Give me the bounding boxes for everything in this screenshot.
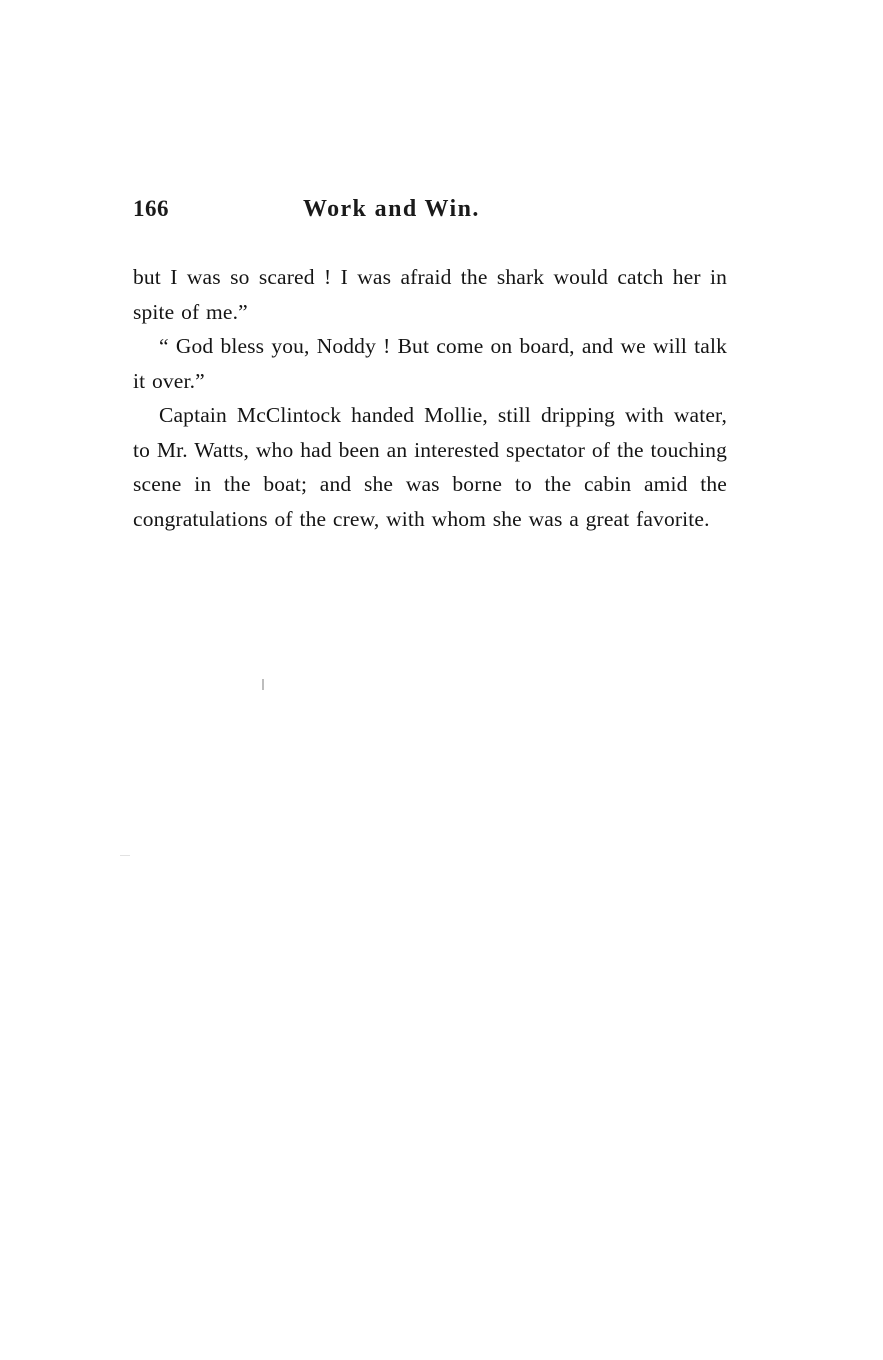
paragraph: Captain McClintock handed Mollie, still dripping with water, to Mr. Watts, who had been an interested spectator of the touching scene in the boat; and she was borne to the cabin amid the congratulations of the crew, with whom she was a great favorite. [133, 403, 727, 531]
paragraph: “ God bless you, Noddy ! But come on board, and we will talk it over.” [133, 334, 727, 393]
paragraph: but I was so scared ! I was afraid the shark would catch her in spite of me.” [133, 265, 727, 324]
text-block [133, 196, 727, 536]
page-speck [120, 855, 130, 856]
running-head [133, 196, 727, 238]
page-number: 166 [133, 196, 169, 221]
running-title: Work and Win. [303, 196, 480, 222]
page-speck [262, 679, 264, 690]
